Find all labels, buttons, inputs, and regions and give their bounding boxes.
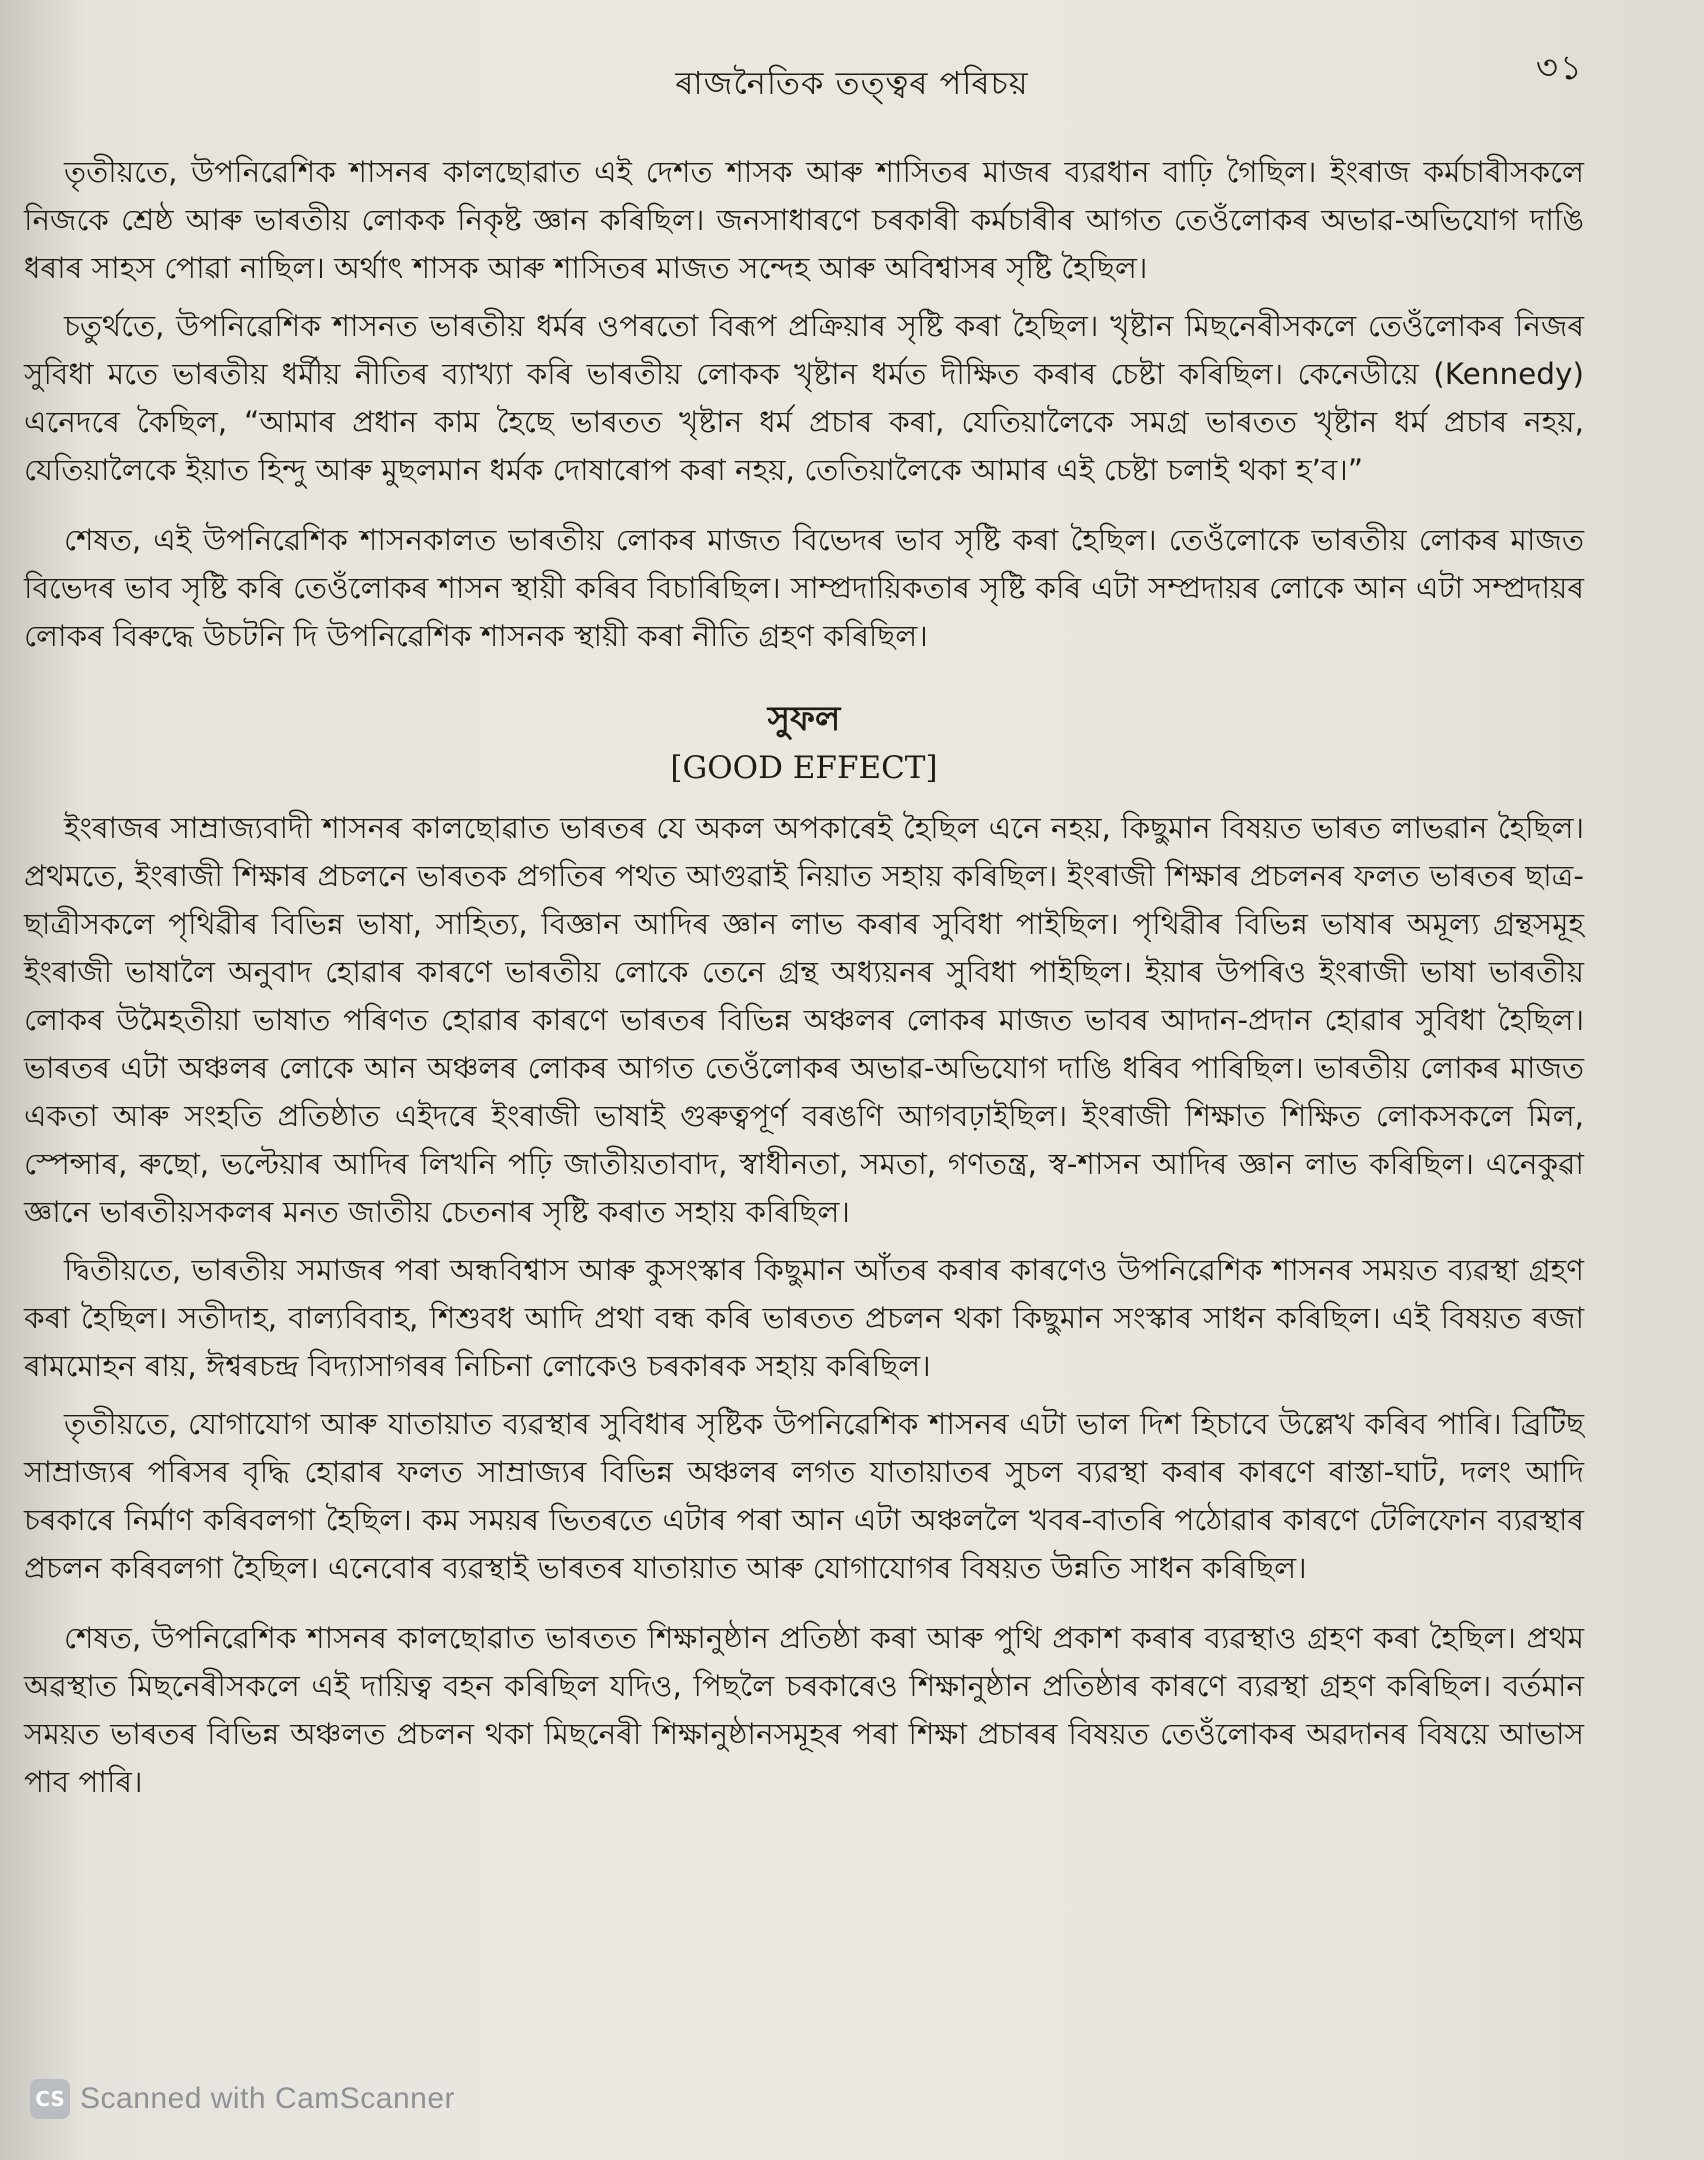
watermark-text: Scanned with CamScanner — [80, 2082, 456, 2115]
camscanner-watermark — [30, 2072, 455, 2126]
paragraph-third-point: তৃতীয়তে, উপনিৱেশিক শাসনৰ কালছোৱাত এই দেশত শাসক আৰু শাসিতৰ মাজৰ ব্যৱধান বাঢ়ি গৈছিল। ইংৰাজ কৰ্মচাৰীসকলে নিজকে শ্ৰেষ্ঠ আৰু ভাৰতীয় লোকক নিকৃষ্ট জ্ঞান কৰিছিল। জনসাধাৰণে চৰকাৰী কৰ্মচাৰীৰ আগত তেওঁলোকৰ অভাৱ-অভিযোগ দাঙি ধৰাৰ সাহস পোৱা নাছিল। অৰ্থাৎ শাসক আৰু শাসিতৰ মাজত সন্দেহ আৰু অবিশ্বাসৰ সৃষ্টি হৈছিল। — [24, 155, 1584, 285]
paragraph-good-effect-second: দ্বিতীয়তে, ভাৰতীয় সমাজৰ পৰা অন্ধবিশ্বাস আৰু কুসংস্কাৰ কিছুমান আঁতৰ কৰাৰ কাৰণেও উপনিৱেশিক শাসনৰ সময়ত ব্যৱস্থা গ্ৰহণ কৰা হৈছিল। সতীদাহ, বাল্যবিবাহ, শিশুবধ আদি প্ৰথা বন্ধ কৰি ভাৰতত প্ৰচলন থকা কিছুমান সংস্কাৰ সাধন কৰিছিল। এই বিষয়ত ৰজা ৰামমোহন ৰায়, ঈশ্বৰচন্দ্ৰ বিদ্যাসাগৰৰ নিচিনা লোকেও চৰকাৰক সহায় কৰিছিল। — [24, 1253, 1584, 1383]
paragraph-good-effect-intro: ইংৰাজৰ সাম্ৰাজ্যবাদী শাসনৰ কালছোৱাত ভাৰতৰ যে অকল অপকাৰেই হৈছিল এনে নহয়, কিছুমান বিষয়ত ভাৰত লাভৱান হৈছিল। প্ৰথমতে, ইংৰাজী শিক্ষাৰ প্ৰচলনে ভাৰতক প্ৰগতিৰ পথত আগুৱাই নিয়াত সহায় কৰিছিল। ইংৰাজী শিক্ষাৰ প্ৰচলনৰ ফলত ভাৰতৰ ছাত্ৰ-ছাত্ৰীসকলে পৃথিৱীৰ বিভিন্ন ভাষা, সাহিত্য, বিজ্ঞান আদিৰ জ্ঞান লাভ কৰাৰ সুবিধা পাইছিল। পৃথিৱীৰ বিভিন্ন ভাষাৰ অমূল্য গ্ৰন্থসমূহ ইংৰাজী ভাষালৈ অনুবাদ হোৱাৰ কাৰণে ভাৰতীয় লোকে তেনে গ্ৰন্থ অধ্যয়নৰ সুবিধা পাইছিল। ইয়াৰ উপৰিও ইংৰাজী ভাষা ভাৰতীয় লোকৰ উমৈহতীয়া ভাষাত পৰিণত হোৱাৰ কাৰণে ভাৰতৰ বিভিন্ন অঞ্চলৰ লোকৰ মাজত ভাবৰ আদান-প্ৰদান হোৱাৰ সুবিধা হৈছিল। ভাৰতৰ এটা অঞ্চলৰ লোকে আন অঞ্চলৰ লোকৰ আগত তেওঁলোকৰ অভাৱ-অভিযোগ দাঙি ধৰিব পাৰিছিল। ভাৰতীয় লোকৰ মাজত একতা আৰু সংহতি প্ৰতিষ্ঠাত এইদৰে ইংৰাজী ভাষাই গুৰুত্বপূৰ্ণ বৰঙণি আগবঢ়াইছিল। ইংৰাজী শিক্ষাত শিক্ষিত লোকসকলে মিল, স্পেন্সাৰ, ৰুছো, ভল্টেয়াৰ আদিৰ লিখনি পঢ়ি জাতীয়তাবাদ, স্বাধীনতা, সমতা, গণতন্ত্ৰ, স্ব-শাসন আদিৰ জ্ঞান লাভ কৰিছিল। এনেকুৱা জ্ঞানে ভাৰতীয়সকলৰ মনত জাতীয় চেতনাৰ সৃষ্টি কৰাত সহায় কৰিছিল। — [24, 811, 1584, 1229]
section-subtitle: [GOOD EFFECT] — [670, 750, 938, 786]
page-number: ৩১ — [1535, 48, 1584, 88]
running-head: ৰাজনৈতিক তত্ত্বৰ পৰিচয় — [675, 64, 1029, 102]
paragraph-good-effect-third: তৃতীয়তে, যোগাযোগ আৰু যাতায়াত ব্যৱস্থাৰ সুবিধাৰ সৃষ্টিক উপনিৱেশিক শাসনৰ এটা ভাল দিশ হিচাবে উল্লেখ কৰিব পাৰি। ব্ৰিটিছ সাম্ৰাজ্যৰ পৰিসৰ বৃদ্ধি হোৱাৰ ফলত সাম্ৰাজ্যৰ বিভিন্ন অঞ্চলৰ লগত যাতায়াতৰ সুচল ব্যৱস্থা কৰাৰ কাৰণে ৰাস্তা-ঘাট, দলং আদি চৰকাৰে নিৰ্মাণ কৰিবলগা হৈছিল। কম সময়ৰ ভিতৰতে এটাৰ পৰা আন এটা অঞ্চললৈ খবৰ-বাতৰি পঠোৱাৰ কাৰণে টেলিফোন ব্যৱস্থাৰ প্ৰচলন কৰিবলগা হৈছিল। এনেবোৰ ব্যৱস্থাই ভাৰতৰ যাতায়াত আৰু যোগাযোগৰ বিষয়ত উন্নতি সাধন কৰিছিল। — [24, 1407, 1584, 1585]
paragraph-good-effect-last: শেষত, উপনিৱেশিক শাসনৰ কালছোৱাত ভাৰতত শিক্ষানুষ্ঠান প্ৰতিষ্ঠা কৰা আৰু পুথি প্ৰকাশ কৰাৰ ব্যৱস্থাও গ্ৰহণ কৰা হৈছিল। প্ৰথম অৱস্থাত মিছনেৰীসকলে এই দায়িত্ব বহন কৰিছিল যদিও, পিছলৈ চৰকাৰেও শিক্ষানুষ্ঠান প্ৰতিষ্ঠাৰ কাৰণে ব্যৱস্থা গ্ৰহণ কৰিছিল। বৰ্তমান সময়ত ভাৰতৰ বিভিন্ন অঞ্চলত প্ৰচলন থকা মিছনেৰী শিক্ষানুষ্ঠানসমূহৰ পৰা শিক্ষা প্ৰচাৰৰ বিষয়ত তেওঁলোকৰ অৱদানৰ বিষয়ে আভাস পাব পাৰি। — [24, 1621, 1584, 1799]
section-title: সুফল — [767, 699, 841, 739]
page-content — [24, 148, 1584, 1806]
paragraph-fourth-point: চতুৰ্থতে, উপনিৱেশিক শাসনত ভাৰতীয় ধৰ্মৰ ওপৰতো বিৰূপ প্ৰক্ৰিয়াৰ সৃষ্টি কৰা হৈছিল। খৃষ্টান মিছনেৰীসকলে তেওঁলোকৰ নিজৰ সুবিধা মতে ভাৰতীয় ধৰ্মীয় নীতিৰ ব্যাখ্যা কৰি ভাৰতীয় লোকক খৃষ্টান ধৰ্মত দীক্ষিত কৰাৰ চেষ্টা কৰিছিল। কেনেডীয়ে (Kennedy) এনেদৰে কৈছিল, “আমাৰ প্ৰধান কাম হৈছে ভাৰতত খৃষ্টান ধৰ্ম প্ৰচাৰ কৰা, যেতিয়ালৈকে সমগ্ৰ ভাৰতত খৃষ্টান ধৰ্ম প্ৰচাৰ নহয়, যেতিয়ালৈকে ইয়াত হিন্দু আৰু মুছলমান ধৰ্মক দোষাৰোপ কৰা নহয়, তেতিয়ালৈকে আমাৰ এই চেষ্টা চলাই থকা হ’ব।” — [24, 309, 1584, 487]
paragraph-last-point: শেষত, এই উপনিৱেশিক শাসনকালত ভাৰতীয় লোকৰ মাজত বিভেদৰ ভাব সৃষ্টি কৰা হৈছিল। তেওঁলোকে ভাৰতীয় লোকৰ মাজত বিভেদৰ ভাব সৃষ্টি কৰি তেওঁলোকৰ শাসন স্থায়ী কৰিব বিচাৰিছিল। সাম্প্ৰদায়িকতাৰ সৃষ্টি কৰি এটা সম্প্ৰদায়ৰ লোকে আন এটা সম্প্ৰদায়ৰ লোকৰ বিৰুদ্ধে উচটনি দি উপনিৱেশিক শাসনক স্থায়ী কৰা নীতি গ্ৰহণ কৰিছিল। — [24, 523, 1584, 653]
camscanner-logo-icon: CS — [30, 2079, 70, 2119]
